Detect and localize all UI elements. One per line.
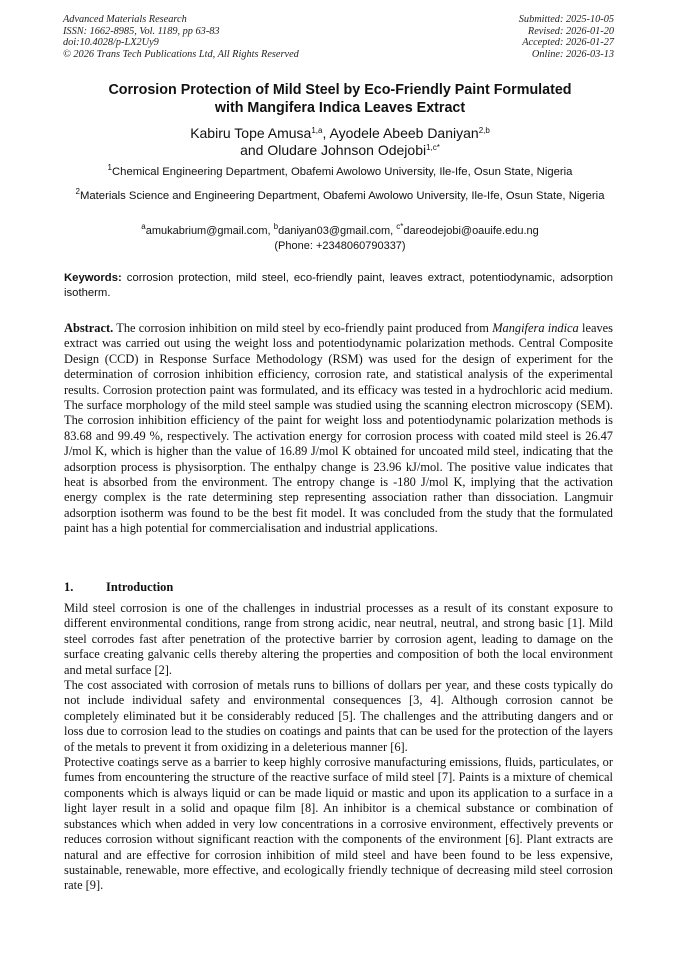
section-number: 1. (64, 580, 74, 594)
introduction-body (64, 601, 613, 894)
online-date: Online: 2026-03-13 (531, 48, 614, 60)
author-list: Kabiru Tope Amusa$^{1,a}$, Ayodele Abeeb Daniyan$^{2,b}$ and Oludare Johnson Odejobi$^{1,c*}$ (190, 125, 490, 158)
phone-number: (Phone: +2348060790337) (274, 239, 406, 252)
abstract: Abstract. The corrosion inhibition on mild steel by eco-friendly paint produced from Mangifera indica leaves extract was carried out using the weight loss and potentiodynamic polarization methods. Central Composite Design (CCD) in Response Surface Methodology (RSM) was used for the design of experiment for the determination of corrosion inhibition efficiency, corrosion rate, and statistical analysis of the experimental results. Corrosion protection paint was formulated, and its efficacy was tested in a hydrochloric acid medium. The surface morphology of the mild steel sample was studied using the scanning electron microscopy (SEM). The corrosion inhibition efficiency of the paint for weight loss and potentiodynamic polarization methods is 83.68 and 99.49 %, respectively. The activation energy for corrosion process with coated mild steel is 26.47 J/mol K, which is higher than the value of 16.89 J/mol K obtained for uncoated mild steel, indicating that the adsorption process is physisorption. The enthalpy change is 23.96 kJ/mol. The positive value indicates that heat is absorbed from the environment. The entropy change is -180 J/mol K, implying that the activation energy complex is the rate determining step representing association rather than dissociation. Langmuir adsorption isotherm was found to be the best fit model. It was concluded from the study that the formulated paint has a high potential for commercialisation and industrial applications. (64, 321, 613, 536)
author-affiliation-marker: 2,b (478, 126, 490, 135)
title-line-1: Corrosion Protection of Mild Steel by Eco-Friendly Paint Formulated (108, 82, 572, 98)
affiliation: $^1$Chemical Engineering Department, Obafemi Awolowo University, Ile-Ife, Osun State, Nigeria (107, 163, 573, 178)
paragraph: Mild steel corrosion is one of the challenges in industrial processes as a result of its constant exposure to different environmental conditions, range from strong acidic, near neutral, neutral, and strong basic [1]. Mild steel corrodes fast after penetration of the protective barrier by corrosion agent, leading to damage on the surface creating galvanic cells thereby altering the properties and composition of both the local environment and metal surface [2]. (64, 601, 613, 677)
doi: doi:10.4028/p-LX2Uy9 (63, 37, 159, 49)
author-affiliation-marker: 1,a (311, 126, 323, 135)
journal-name: Advanced Materials Research (63, 14, 187, 25)
keywords-text: corrosion protection, mild steel, eco-friendly paint, leaves extract, potentiodynamic, adsorption isotherm. (64, 272, 613, 299)
contact-info: $^a$amukabrium@gmail.com, $^b$daniyan03@gmail.com, $^{c*}$dareodejobi@oauife.edu.ng (Phone: +2348060790337) (60, 224, 620, 253)
species-name: Mangifera indica (492, 321, 579, 335)
paragraph: Protective coatings serve as a barrier to keep highly corrosive manufacturing emissions, fluids, particulates, or fumes from encountering the structure of the reactive surface of mild steel [7]. Paints is a mixture of chemical components which is always liquid or can be made liquid or mastic and upon its application to a surface in a light layer result in a solid and opaque film [8]. An inhibitor is a chemical substance or combination of substances which when added in very low concentrations in a corrosive environment, effectively prevents or reduces corrosion without significant reaction with the components of the environment [6]. Plant extracts are natural and are effective for corrosion inhibition of mild steel and have been found to be less expensive, sustainable, renewable, more effective, and ecologically friendly technique of decreasing mild steel corrosion rate [9]. (64, 755, 613, 893)
title-line-2: with Mangifera Indica Leaves Extract (214, 100, 466, 116)
submitted-date: Submitted: 2025-10-05 (518, 14, 614, 25)
email-link[interactable]: dareodejobi@oauife.edu.ng (403, 225, 539, 237)
paper-title (60, 81, 620, 117)
abstract-label: Abstract. (64, 321, 114, 335)
email-link[interactable]: daniyan03@gmail.com (278, 225, 391, 237)
copyright: © 2026 Trans Tech Publications Ltd, All Rights Reserved (63, 48, 299, 60)
journal-header-right (519, 14, 614, 60)
paragraph: The cost associated with corrosion of metals runs to billions of dollars per year, and these costs typically do not include individual safety and environmental consequences [3, 4]. Although corrosion cannot be completely eliminated but it be considerably reduced [5]. The challenges and the attributing dangers and or loss due to corrosion lead to the studies on coatings and paints that can be used for the protection of the layers of the metals to prevent it from oxidizing in a deleterious manner [6]. (64, 678, 613, 754)
affiliation: $^2$Materials Science and Engineering Department, Obafemi Awolowo University, Ile-Ife, Osun State, Nigeria (75, 187, 605, 202)
email-link[interactable]: amukabrium@gmail.com (145, 225, 268, 237)
author-affiliation-marker: 1,c* (426, 143, 440, 152)
keywords-label: Keywords: (64, 272, 122, 284)
revised-date: Revised: 2026-01-20 (527, 25, 614, 37)
issn-line: ISSN: 1662-8985, Vol. 1189, pp 63-83 (63, 25, 220, 37)
keywords (64, 271, 613, 300)
section-heading-introduction (64, 580, 173, 595)
journal-header-left (63, 14, 299, 60)
section-title: Introduction (106, 580, 174, 594)
author-name: Kabiru Tope Amusa (190, 125, 312, 141)
author-name: Ayodele Abeeb Daniyan (329, 125, 479, 141)
accepted-date: Accepted: 2026-01-27 (522, 37, 614, 49)
author-name: Oludare Johnson Odejobi (267, 142, 427, 158)
